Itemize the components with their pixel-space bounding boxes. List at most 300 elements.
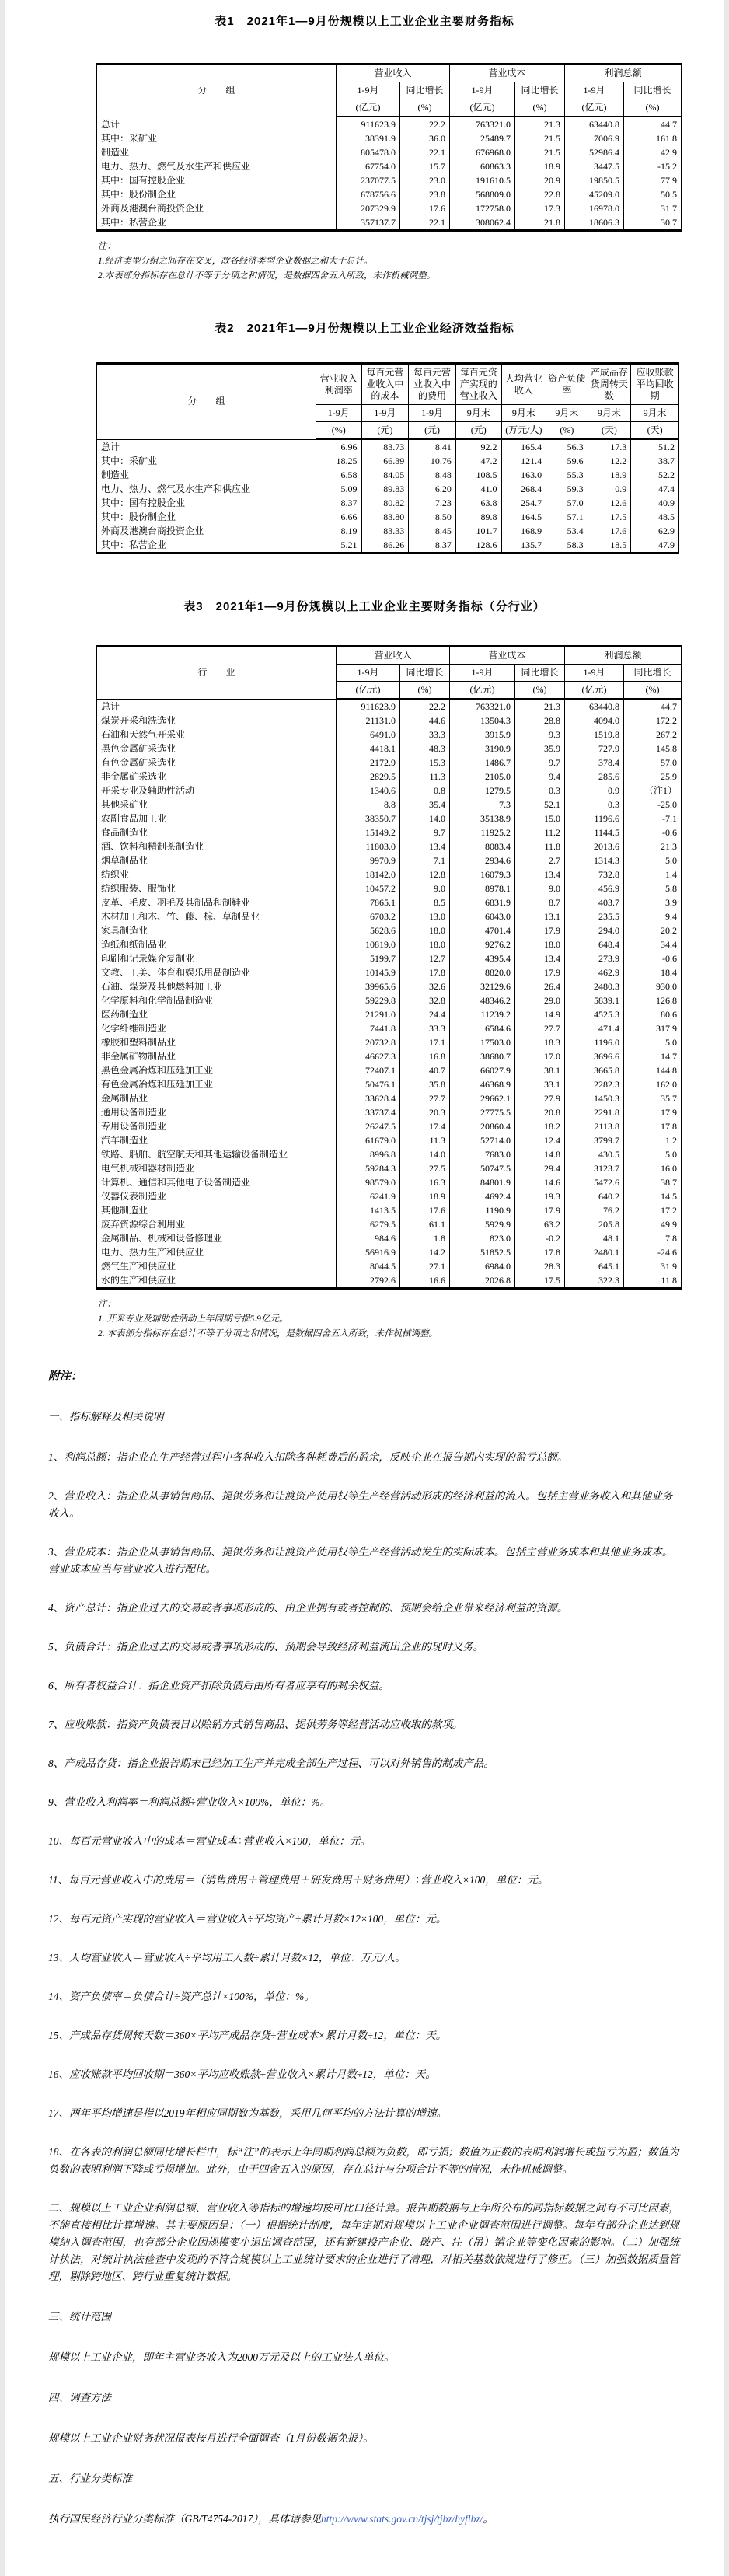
table-cell: 7.1 <box>400 853 450 867</box>
table2-col-period: 1-9月 <box>361 405 409 422</box>
table1-wrapper <box>96 63 679 232</box>
row-label: 石油、煤炭及其他燃料加工业 <box>97 979 337 993</box>
table-cell: 4418.1 <box>337 742 400 756</box>
table3-group-cost: 营业成本 <box>450 647 565 665</box>
table1-label-header: 分 组 <box>97 65 337 117</box>
row-label: 其他采矿业 <box>97 798 337 812</box>
table-cell: 35.4 <box>400 798 450 812</box>
table-cell: 9.4 <box>624 909 682 923</box>
table-cell: 17.9 <box>515 1203 565 1217</box>
table-cell: -15.2 <box>624 159 682 173</box>
table-cell: 51852.5 <box>450 1245 515 1259</box>
table-cell: 8.8 <box>337 798 400 812</box>
table-cell: 58.3 <box>546 538 588 553</box>
table-cell: 9276.2 <box>450 937 515 951</box>
table-cell: 168.9 <box>501 524 546 538</box>
table-cell: 5472.6 <box>565 1175 624 1189</box>
table-cell: 33628.4 <box>337 1091 400 1105</box>
table-cell: 13.4 <box>515 867 565 881</box>
table-cell: 21.5 <box>515 131 565 145</box>
table-cell: 5.09 <box>316 482 361 496</box>
row-label: 木材加工和木、竹、藤、棕、草制品业 <box>97 909 337 923</box>
appendix-section3-text: 规模以上工业企业，即年主营业务收入为2000万元及以上的工业法人单位。 <box>48 2351 395 2363</box>
table-row <box>97 1147 682 1161</box>
col-unit: (亿元) <box>337 682 400 700</box>
table-cell: 7006.9 <box>565 131 624 145</box>
col-period: 1-9月 <box>337 665 400 682</box>
table-cell: 35.8 <box>400 1077 450 1091</box>
table-cell: 2934.6 <box>450 853 515 867</box>
table-cell: 984.6 <box>337 1231 400 1245</box>
table2-col-name: 人均营业收入 <box>501 364 546 405</box>
table-cell: 0.8 <box>400 784 450 798</box>
table-cell: 26247.5 <box>337 1119 400 1133</box>
table-row <box>97 895 682 909</box>
table-cell: 14.8 <box>515 1147 565 1161</box>
row-label: 水的生产和供应业 <box>97 1273 337 1289</box>
table-cell: 29.0 <box>515 993 565 1007</box>
table-cell: 378.4 <box>565 756 624 770</box>
table-cell: 16.8 <box>400 1049 450 1063</box>
table-row <box>97 1203 682 1217</box>
table-cell: 0.9 <box>565 784 624 798</box>
row-label: 食品制造业 <box>97 826 337 839</box>
table-cell: 17.9 <box>515 923 565 937</box>
table-cell: 21.5 <box>515 145 565 159</box>
row-label: 计算机、通信和其他电子设备制造业 <box>97 1175 337 1189</box>
table-cell: 32.8 <box>400 993 450 1007</box>
row-label: 制造业 <box>97 468 316 482</box>
table-cell: 60863.3 <box>450 159 515 173</box>
row-label: 纺织服装、服饰业 <box>97 881 337 895</box>
table-cell: 63440.8 <box>565 117 624 131</box>
col-growth: 同比增长 <box>515 665 565 682</box>
table-cell: 36.0 <box>400 131 450 145</box>
table-cell: 9.3 <box>515 728 565 742</box>
table-cell: 322.3 <box>565 1273 624 1289</box>
table-cell: 27.9 <box>515 1091 565 1105</box>
table-cell: -24.6 <box>624 1245 682 1259</box>
table-cell: 38350.7 <box>337 812 400 826</box>
table-cell: 126.8 <box>624 993 682 1007</box>
row-label: 制造业 <box>97 145 337 159</box>
table-cell: 35.7 <box>624 1091 682 1105</box>
table2-col-unit: (天) <box>631 422 679 440</box>
table-cell: 7.3 <box>450 798 515 812</box>
row-label: 总计 <box>97 439 316 454</box>
table-cell: 30.7 <box>624 215 682 231</box>
table-cell: 6.20 <box>409 482 456 496</box>
table2-col-period: 9月末 <box>501 405 546 422</box>
row-label: 外商及港澳台商投资企业 <box>97 524 316 538</box>
appendix-section3-heading: 三、统计范围 <box>48 2311 111 2323</box>
table-cell: 14.0 <box>400 1147 450 1161</box>
table-cell: 1340.6 <box>337 784 400 798</box>
row-label: 废弃资源综合利用业 <box>97 1217 337 1231</box>
row-label: 其中：国有控股企业 <box>97 173 337 187</box>
table-row <box>97 159 682 173</box>
table-cell: 5.0 <box>624 853 682 867</box>
table3-label-header: 行 业 <box>97 647 337 700</box>
table-cell: 4094.0 <box>565 714 624 728</box>
row-label: 煤炭开采和洗选业 <box>97 714 337 728</box>
row-label: 通用设备制造业 <box>97 1105 337 1119</box>
table2-col-unit: (元) <box>455 422 501 440</box>
table-cell: 83.73 <box>361 439 409 454</box>
table-cell: 4525.3 <box>565 1007 624 1021</box>
row-label: 其中：采矿业 <box>97 131 337 145</box>
table-cell: 8.50 <box>409 510 456 524</box>
table-cell: 20860.4 <box>450 1119 515 1133</box>
table-cell: 1.2 <box>624 1133 682 1147</box>
table-cell: 101.7 <box>455 524 501 538</box>
col-unit: (%) <box>624 99 682 117</box>
table-cell: 50476.1 <box>337 1077 400 1091</box>
table2-col-unit: (元) <box>409 422 456 440</box>
table-cell: 32129.6 <box>450 979 515 993</box>
row-label: 烟草制品业 <box>97 853 337 867</box>
table-cell: 5929.9 <box>450 1217 515 1231</box>
row-label: 纺织业 <box>97 867 337 881</box>
table-cell: -7.1 <box>624 812 682 826</box>
row-label: 外商及港澳台商投资企业 <box>97 201 337 215</box>
table-row <box>97 439 679 454</box>
table2-col-name: 每百元营业收入中的成本 <box>361 364 409 405</box>
table-cell: 2105.0 <box>450 770 515 784</box>
table-cell: 27.5 <box>400 1161 450 1175</box>
table-row <box>97 965 682 979</box>
col-growth: 同比增长 <box>624 665 682 682</box>
table-cell: 164.5 <box>501 510 546 524</box>
table-cell: 15149.2 <box>337 826 400 839</box>
table-row <box>97 1273 682 1289</box>
table-cell: 254.7 <box>501 496 546 510</box>
col-period: 1-9月 <box>565 665 624 682</box>
table-cell: 17.8 <box>515 1245 565 1259</box>
table-cell: 18142.0 <box>337 867 400 881</box>
table2-col-name: 产成品存货周转天数 <box>588 364 631 405</box>
table-cell: 172.2 <box>624 714 682 728</box>
table-cell: 59284.3 <box>337 1161 400 1175</box>
table-cell: 28.8 <box>515 714 565 728</box>
table-cell: 2792.6 <box>337 1273 400 1289</box>
appendix-item: 11、每百元营业收入中的费用＝（销售费用＋管理费用＋研发费用＋财务费用）÷营业收入×100，单位：元。 <box>48 1874 549 1886</box>
table-cell: 805478.0 <box>337 145 400 159</box>
table1-title: 表1 2021年1—9月份规模以上工业企业主要财务指标 <box>215 15 514 28</box>
table-cell: 16978.0 <box>565 201 624 215</box>
table-row <box>97 187 682 201</box>
table-cell: 108.5 <box>455 468 501 482</box>
appendix-heading: 附注： <box>48 1370 82 1383</box>
table3-notes <box>98 1297 679 1342</box>
table2-col-period: 9月末 <box>631 405 679 422</box>
table-cell: 16079.3 <box>450 867 515 881</box>
table-cell: 25489.7 <box>450 131 515 145</box>
table2-label-header: 分 组 <box>97 364 316 440</box>
table-cell: 7865.1 <box>337 895 400 909</box>
table-cell: （注1） <box>624 784 682 798</box>
table-cell: 48.3 <box>400 742 450 756</box>
table-cell: 19.3 <box>515 1189 565 1203</box>
appendix-items <box>48 1449 679 2178</box>
table-cell: 2480.3 <box>565 979 624 993</box>
table-cell: 145.8 <box>624 742 682 756</box>
table-cell: 21131.0 <box>337 714 400 728</box>
table-cell: 3915.9 <box>450 728 515 742</box>
table-row <box>97 1119 682 1133</box>
appendix-item: 17、两年平均增速是指以2019年相应同期数为基数，采用几何平均的方法计算的增速。 <box>48 2107 447 2119</box>
col-growth: 同比增长 <box>515 82 565 99</box>
table-cell: 763321.0 <box>450 117 515 131</box>
table-cell: 5199.7 <box>337 951 400 965</box>
table-cell: 10145.9 <box>337 965 400 979</box>
table-cell: 18.2 <box>515 1119 565 1133</box>
table-cell: 44.6 <box>400 714 450 728</box>
table-cell: 33.3 <box>400 728 450 742</box>
table-note-line: 1.经济类型分组之间存在交叉，故各经济类型企业数据之和大于总计。 <box>98 257 373 266</box>
table-cell: 3190.9 <box>450 742 515 756</box>
table-cell: 11925.2 <box>450 826 515 839</box>
table-cell: 34.4 <box>624 937 682 951</box>
table-cell: 12.2 <box>588 454 631 468</box>
table-cell: 0.9 <box>588 482 631 496</box>
table-cell: 31.9 <box>624 1259 682 1273</box>
table1-notes <box>98 239 679 284</box>
table-cell: 61679.0 <box>337 1133 400 1147</box>
table-row <box>97 173 682 187</box>
table-cell: 462.9 <box>565 965 624 979</box>
col-unit: (%) <box>624 682 682 700</box>
table-cell: 2026.8 <box>450 1273 515 1289</box>
table-cell: 17.1 <box>400 1035 450 1049</box>
table-cell: 23.0 <box>400 173 450 187</box>
appendix-section5-heading: 五、行业分类标准 <box>48 2473 132 2484</box>
table-cell: 172758.0 <box>450 201 515 215</box>
table-row <box>97 923 682 937</box>
row-label: 电力、热力生产和供应业 <box>97 1245 337 1259</box>
table-cell: -25.0 <box>624 798 682 812</box>
table3-group-revenue: 营业收入 <box>337 647 450 665</box>
table-cell: 471.4 <box>565 1021 624 1035</box>
table-cell: 9.0 <box>400 881 450 895</box>
table-cell: 62.9 <box>631 524 679 538</box>
table-row <box>97 839 682 853</box>
industry-classification-link[interactable]: http://www.stats.gov.cn/tjsj/tjbz/hyflbz/ <box>321 2513 483 2525</box>
table-cell: 17503.0 <box>450 1035 515 1049</box>
table-cell: 568809.0 <box>450 187 515 201</box>
appendix-section4-text: 规模以上工业企业财务状况报表按月进行全面调查（1月份数据免报）。 <box>48 2432 374 2444</box>
table-cell: 8.45 <box>409 524 456 538</box>
table-cell: 1144.5 <box>565 826 624 839</box>
table-cell: 5.0 <box>624 1035 682 1049</box>
table-cell: 6.58 <box>316 468 361 482</box>
table-row <box>97 1007 682 1021</box>
table-cell: 267.2 <box>624 728 682 742</box>
table-cell: 678756.6 <box>337 187 400 201</box>
table-cell: 14.6 <box>515 1175 565 1189</box>
table-cell: 8.7 <box>515 895 565 909</box>
table-cell: 89.8 <box>455 510 501 524</box>
row-label: 仪器仪表制造业 <box>97 1189 337 1203</box>
table-cell: 48.5 <box>631 510 679 524</box>
table-cell: 161.8 <box>624 131 682 145</box>
document-page <box>5 0 724 2576</box>
table-cell: 27.7 <box>515 1021 565 1035</box>
appendix-item: 12、每百元资产实现的营业收入＝营业收入÷平均资产÷累计月数×12×100，单位：元。 <box>48 1913 447 1925</box>
row-label: 燃气生产和供应业 <box>97 1259 337 1273</box>
table-cell: 21291.0 <box>337 1007 400 1021</box>
table-cell: 648.4 <box>565 937 624 951</box>
table-cell: 33.3 <box>400 1021 450 1035</box>
table-cell: 18.0 <box>515 937 565 951</box>
table-cell: 89.83 <box>361 482 409 496</box>
table-row <box>97 117 682 131</box>
appendix-item: 13、人均营业收入＝营业收入÷平均用工人数÷累计月数×12，单位：万元/人。 <box>48 1952 406 1963</box>
table-cell: 11.3 <box>400 1133 450 1147</box>
table-cell: 6279.5 <box>337 1217 400 1231</box>
table-cell: 191610.5 <box>450 173 515 187</box>
table-cell: 18.9 <box>588 468 631 482</box>
table3-wrapper <box>96 645 679 1290</box>
table-cell: 14.7 <box>624 1049 682 1063</box>
table-cell: 14.0 <box>400 812 450 826</box>
table-cell: 162.0 <box>624 1077 682 1091</box>
table-cell: 7441.8 <box>337 1021 400 1035</box>
table-cell: 45209.0 <box>565 187 624 201</box>
appendix-item: 2、营业收入：指企业从事销售商品、提供劳务和让渡资产使用权等生产经营活动形成的经济利益的流入。包括主营业务收入和其他业务收入。 <box>48 1490 673 1519</box>
table-row <box>97 1077 682 1091</box>
table-cell: 2829.5 <box>337 770 400 784</box>
table-cell: 8996.8 <box>337 1147 400 1161</box>
table-cell: 294.0 <box>565 923 624 937</box>
table-cell: 2291.8 <box>565 1105 624 1119</box>
table-row <box>97 1105 682 1119</box>
table-cell: 80.6 <box>624 1007 682 1021</box>
table-row <box>97 131 682 145</box>
col-period: 1-9月 <box>337 82 400 99</box>
table-cell: 430.5 <box>565 1147 624 1161</box>
row-label: 非金属矿采选业 <box>97 770 337 784</box>
table-cell: 8.19 <box>316 524 361 538</box>
table-cell: 83.33 <box>361 524 409 538</box>
table-cell: 11239.2 <box>450 1007 515 1021</box>
table-cell: 9.7 <box>400 826 450 839</box>
table-cell: 18.9 <box>400 1189 450 1203</box>
table-cell: 21.3 <box>515 699 565 714</box>
table2-col-period: 9月末 <box>588 405 631 422</box>
table-cell: 17.2 <box>624 1203 682 1217</box>
table-cell: 28.3 <box>515 1259 565 1273</box>
table-cell: 2172.9 <box>337 756 400 770</box>
table-cell: 3447.5 <box>565 159 624 173</box>
table-cell: 10819.0 <box>337 937 400 951</box>
table-cell: 22.1 <box>400 145 450 159</box>
table-cell: 17.5 <box>588 510 631 524</box>
table-cell: 17.9 <box>515 965 565 979</box>
table-cell: 6831.9 <box>450 895 515 909</box>
table-cell: 38.7 <box>624 1175 682 1189</box>
col-unit: (亿元) <box>565 682 624 700</box>
col-unit: (亿元) <box>337 99 400 117</box>
row-label: 电力、热力、燃气及水生产和供应业 <box>97 482 316 496</box>
table-cell: 29.4 <box>515 1161 565 1175</box>
table-cell: -0.6 <box>624 951 682 965</box>
table-row <box>97 881 682 895</box>
table-cell: 9.7 <box>515 756 565 770</box>
table-cell: 22.1 <box>400 215 450 231</box>
table2-col-name: 营业收入利润率 <box>316 364 361 405</box>
table-cell: 67754.0 <box>337 159 400 173</box>
table-cell: 205.8 <box>565 1217 624 1231</box>
table3-group-profit: 利润总额 <box>565 647 682 665</box>
table-cell: 163.0 <box>501 468 546 482</box>
table2-col-period: 9月末 <box>546 405 588 422</box>
row-label: 开采专业及辅助性活动 <box>97 784 337 798</box>
table-cell: 76.2 <box>565 1203 624 1217</box>
table-cell: 38.7 <box>631 454 679 468</box>
table2-col-period: 1-9月 <box>316 405 361 422</box>
row-label: 金属制品业 <box>97 1091 337 1105</box>
table-cell: 911623.9 <box>337 117 400 131</box>
table-cell: 12.8 <box>400 867 450 881</box>
table-cell: 49.9 <box>624 1217 682 1231</box>
table-cell: 31.7 <box>624 201 682 215</box>
table-row <box>97 951 682 965</box>
appendix-item: 9、营业收入利润率＝利润总额÷营业收入×100%，单位：%。 <box>48 1796 331 1808</box>
table-cell: 3.9 <box>624 895 682 909</box>
table-cell: 285.6 <box>565 770 624 784</box>
table-cell: 2480.1 <box>565 1245 624 1259</box>
table-row <box>97 993 682 1007</box>
table-cell: 1279.5 <box>450 784 515 798</box>
table-cell: 12.7 <box>400 951 450 965</box>
table-cell: 235.5 <box>565 909 624 923</box>
appendix-item: 8、产成品存货：指企业报告期末已经加工生产并完成全部生产过程、可以对外销售的制成产品。 <box>48 1757 494 1769</box>
table-cell: 59229.8 <box>337 993 400 1007</box>
table-cell: 273.9 <box>565 951 624 965</box>
appendix-item: 5、负债合计：指企业过去的交易或者事项形成的、预期会导致经济利益流出企业的现时义务。 <box>48 1641 484 1653</box>
table-cell: 52.1 <box>515 798 565 812</box>
col-unit: (亿元) <box>565 99 624 117</box>
table-cell: 11.8 <box>624 1273 682 1289</box>
table-cell: 165.4 <box>501 439 546 454</box>
table-cell: 3123.7 <box>565 1161 624 1175</box>
table-cell: 66.39 <box>361 454 409 468</box>
table-row <box>97 1133 682 1147</box>
table-row <box>97 145 682 159</box>
table-cell: 1.4 <box>624 867 682 881</box>
table-cell: 17.3 <box>515 201 565 215</box>
table-cell: 18.0 <box>400 923 450 937</box>
table-row <box>97 826 682 839</box>
table-cell: 17.6 <box>400 1203 450 1217</box>
table-row <box>97 215 682 231</box>
table-cell: 7.8 <box>624 1231 682 1245</box>
table-cell: 403.7 <box>565 895 624 909</box>
table-cell: 6.66 <box>316 510 361 524</box>
table-cell: 13.4 <box>515 951 565 965</box>
table-cell: 727.9 <box>565 742 624 756</box>
table-note-line: 1. 开采专业及辅助性活动上年同期亏损5.9亿元。 <box>98 1314 288 1324</box>
table-cell: 84801.9 <box>450 1175 515 1189</box>
row-label: 非金属矿物制品业 <box>97 1049 337 1063</box>
table-cell: 5839.1 <box>565 993 624 1007</box>
table-cell: 128.6 <box>455 538 501 553</box>
col-unit: (%) <box>400 99 450 117</box>
table-cell: 22.8 <box>515 187 565 201</box>
table-row <box>97 1217 682 1231</box>
table-cell: 33737.4 <box>337 1105 400 1119</box>
